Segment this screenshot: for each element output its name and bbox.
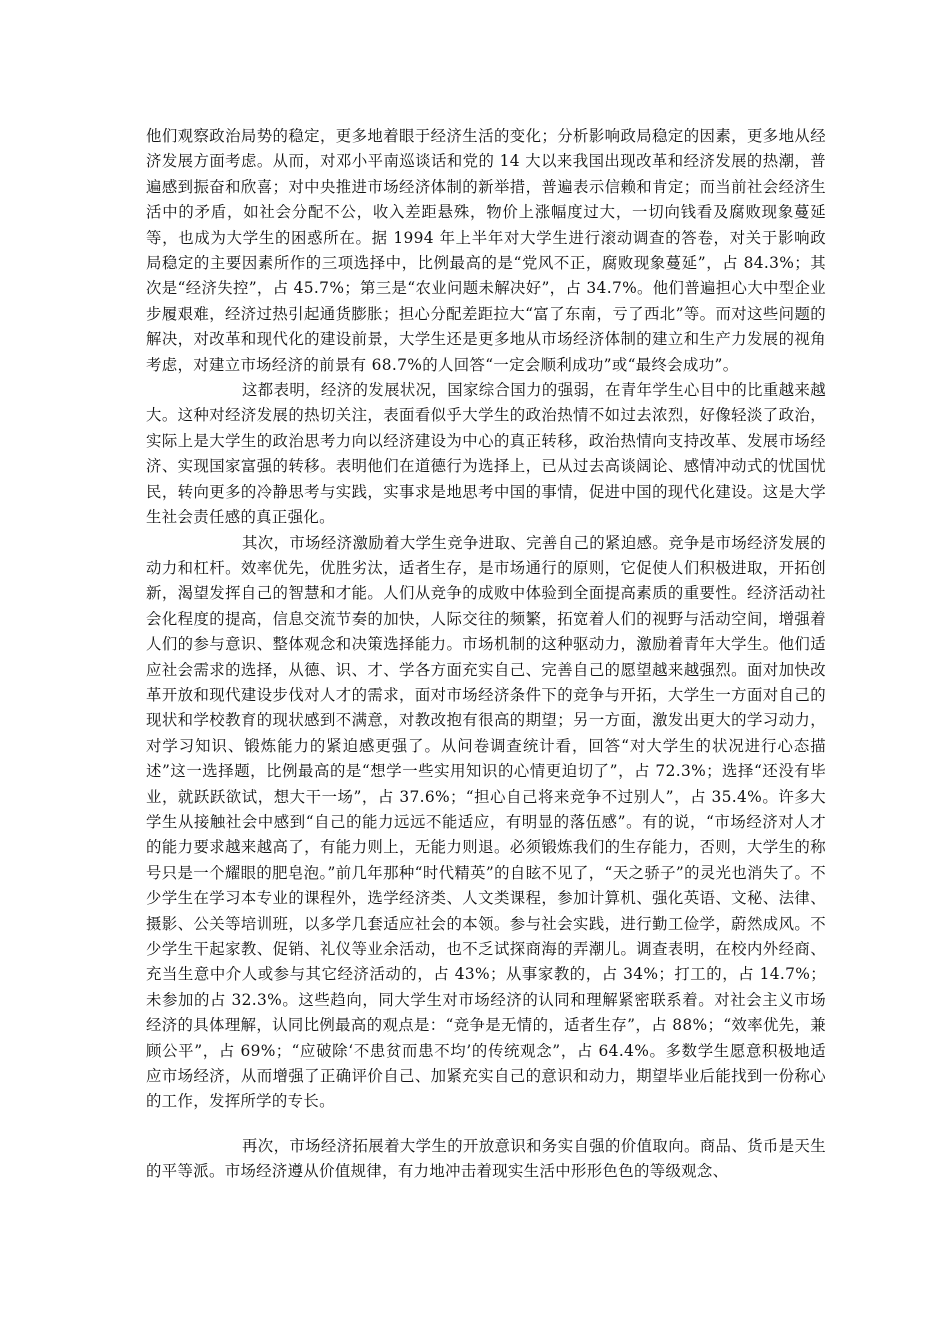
paragraph-economic-importance: 这都表明，经济的发展状况，国家综合国力的强弱，在青年学生心目中的比重越来越大。这种对经济发展的热切关注，表面看似乎大学生的政治热情不如过去浓烈，好像轻淡了政治，实际上是大学生的政治思考力向以经济建设为中心的真正转移，政治热情向支持改革、发展市场经济、实现国家富强的转移。表明他们在道德行为选择上，已从过去高谈阔论、感情冲动式的忧国忧民，转向更多的冷静思考与实践，实事求是地思考中国的事情，促进中国的现代化建设。这是大学生社会责任感的真正强化。 <box>146 381 826 527</box>
paragraph-open-consciousness: 再次，市场经济拓展着大学生的开放意识和务实自强的价值取向。商品、货币是天生的平等派。市场经济遵从价值规律，有力地冲击着现实生活中形形色色的等级观念、 <box>146 1136 826 1181</box>
paragraph-political-stability: 他们观察政治局势的稳定，更多地着眼于经济生活的变化；分析影响政局稳定的因素，更多地从经济发展方面考虑。从而，对邓小平南巡谈话和党的 14 大以来我国出现改革和经济发展的热潮，普遍感到振奋和欣喜；对中央推进市场经济体制的新举措，普遍表示信赖和肯定；而当前社会经济生活中的矛盾，如社会分配不公，收入差距悬殊，物价上涨幅度过大，一切向钱看及腐败现象蔓延等，也成为大学生的困惑所在。据 1994 年上半年对大学生进行滚动调查的答卷，对关于影响政局稳定的主要因素所作的三项选择中，比例最高的是“党风不正，腐败现象蔓延”，占 84.3%；其次是“经济失控”，占 45.7%；第三是“农业问题未解决好”，占 34.7%。他们普遍担心大中型企业步履艰难，经济过热引起通货膨胀；担心分配差距拉大“富了东南，亏了西北”等。而对这些问题的解决，对改革和现代化的建设前景，大学生还是更多地从市场经济体制的建立和生产力发展的视角考虑，对建立市场经济的前景有 68.7%的人回答“一定会顺利成功”或“最终会成功”。 <box>146 127 826 374</box>
document-body <box>146 124 826 1185</box>
paragraph-competition-urgency: 其次，市场经济激励着大学生竞争进取、完善自己的紧迫感。竞争是市场经济发展的动力和杠杆。效率优先，优胜劣汰，适者生存，是市场通行的原则，它促使人们积极进取，开拓创新，渴望发挥自己的智慧和才能。人们从竞争的成败中体验到全面提高素质的重要性。经济活动社会化程度的提高，信息交流节奏的加快，人际交往的频繁，拓宽着人们的视野与活动空间，增强着人们的参与意识、整体观念和决策选择能力。市场机制的这种驱动力，激励着青年大学生。他们适应社会需求的选择，从德、识、才、学各方面充实自己、完善自己的愿望越来越强烈。面对加快改革开放和现代建设步伐对人才的需求，面对市场经济条件下的竞争与开拓，大学生一方面对自己的现状和学校教育的现状感到不满意，对教改抱有很高的期望；另一方面，激发出更大的学习动力，对学习知识、锻炼能力的紧迫感更强了。从问卷调查统计看，回答“对大学生的状况进行心态描述”这一选择题，比例最高的是“想学一些实用知识的心情更迫切了”，占 72.3%；选择“还没有毕业，就跃跃欲试，想大干一场”，占 37.6%；“担心自己将来竞争不过别人”，占 35.4%。许多大学生从接触社会中感到“自己的能力远远不能适应，有明显的落伍感”。有的说，“市场经济对人才的能力要求越来越高了，有能力则上，无能力则退。必须锻炼我们的生存能力，否则，大学生的称号只是一个耀眼的肥皂泡。”前几年那种“时代精英”的自眩不见了，“天之骄子”的灵光也消失了。不少学生在学习本专业的课程外，选学经济类、人文类课程，参加计算机、强化英语、文秘、法律、摄影、公关等培训班，以多学几套适应社会的本领。参与社会实践，进行勤工俭学，蔚然成风。不少学生干起家教、促销、礼仪等业余活动，也不乏试探商海的弄潮儿。调查表明，在校内外经商、充当生意中介人或参与其它经济活动的，占 43%；从事家教的，占 34%；打工的，占 14.7%；未参加的占 32.3%。这些趋向，同大学生对市场经济的认同和理解紧密联系着。对社会主义市场经济的具体理解，认同比例最高的观点是：“竞争是无情的，适者生存”，占 88%；“效率优先，兼顾公平”，占 69%；“应破除‘不患贫而患不均’的传统观念”，占 64.4%。多数学生愿意积极地适应市场经济，从而增强了正确评价自己、加紧充实自己的意识和动力，期望毕业后能找到一份称心的工作，发挥所学的专长。 <box>146 533 826 1111</box>
